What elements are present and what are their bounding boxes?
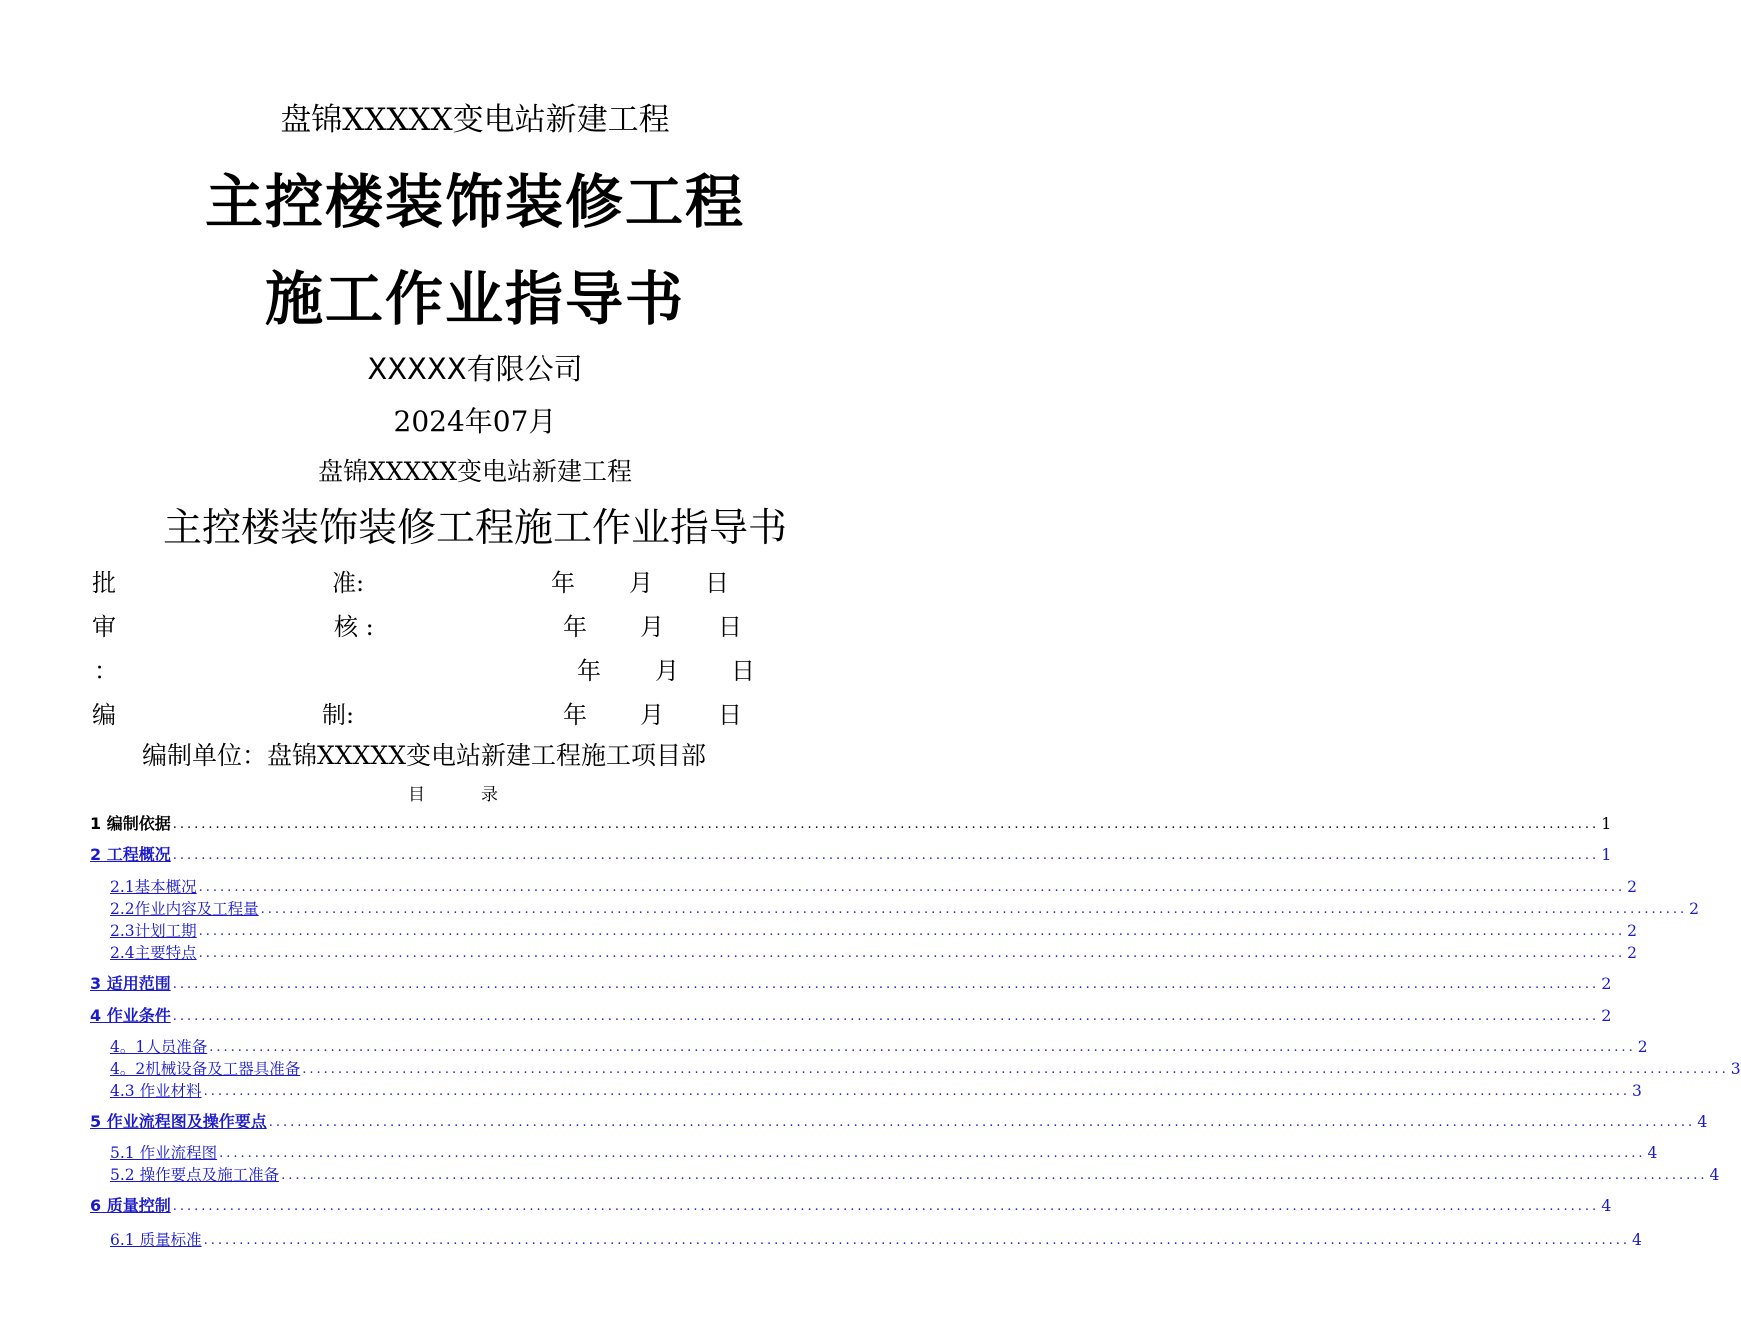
sig-compile-month: 月: [640, 701, 664, 729]
toc-entry[interactable]: [110, 1057, 1741, 1079]
toc-entry[interactable]: [110, 897, 1699, 919]
toc-entry[interactable]: [110, 1228, 1642, 1250]
header-project-name: 盘锦XXXXX变电站新建工程: [318, 457, 632, 486]
toc-entry-title: 2.3计划工期: [110, 922, 197, 940]
toc-entry-title: 3 适用范围: [90, 974, 171, 993]
sig-approve-day: 日: [705, 569, 729, 597]
toc-entry-page: 1: [1601, 845, 1612, 864]
toc-dot-leader: ........................................................................................................................................................................................................: [281, 1168, 1708, 1183]
toc-entry[interactable]: [90, 843, 1612, 865]
toc-dot-leader: ........................................................................................................................................................................................................: [198, 924, 1626, 939]
toc-entry-title: 2.2作业内容及工程量: [110, 900, 259, 918]
toc-entry-title: 1 编制依据: [90, 814, 171, 833]
toc-entry-page: 3: [1730, 1060, 1741, 1078]
toc-entry-page: 2: [1637, 1038, 1648, 1056]
toc-entry-page: 2: [1627, 944, 1637, 962]
toc-entry-page: 2: [1627, 922, 1637, 940]
toc-entry-page: 4: [1647, 1144, 1658, 1162]
toc-dot-leader: ........................................................................................................................................................................................................: [172, 1199, 1600, 1214]
sig-compile-label-a: 编: [92, 701, 116, 729]
toc-heading: [0, 780, 906, 805]
toc-entry[interactable]: [90, 1110, 1708, 1132]
sig-compile-day: 日: [718, 701, 742, 729]
toc-entry-page: 2: [1601, 1006, 1612, 1025]
sig-approve-month: 月: [629, 569, 653, 597]
toc-dot-leader: ........................................................................................................................................................................................................: [209, 1040, 1636, 1055]
sig-blank-month: 月: [655, 657, 679, 685]
toc-entry-title: 4 作业条件: [90, 1006, 171, 1025]
toc-entry: [90, 812, 1612, 834]
toc-entry-title: 2 工程概况: [90, 845, 171, 864]
cover-title-line-1: 主控楼装饰装修工程: [204, 168, 745, 236]
cover-date: 2024年07月: [393, 405, 557, 438]
sig-blank-day: 日: [731, 657, 755, 685]
toc-entry-title: 5 作业流程图及操作要点: [90, 1112, 267, 1131]
toc-dot-leader: ........................................................................................................................................................................................................: [302, 1062, 1729, 1077]
sig-review-year: 年: [563, 613, 587, 641]
toc-dot-leader: ........................................................................................................................................................................................................: [219, 1146, 1646, 1161]
toc-entry-title: 4。2机械设备及工器具准备: [110, 1060, 301, 1078]
toc-entry-page: 2: [1689, 900, 1699, 918]
sig-compile-year: 年: [563, 701, 587, 729]
toc-heading-char-2: 录: [481, 785, 498, 805]
toc-entry[interactable]: [110, 1035, 1648, 1057]
toc-entry[interactable]: [110, 1163, 1720, 1185]
toc-entry-title: 4.3 作业材料: [110, 1082, 202, 1100]
toc-entry[interactable]: [90, 972, 1612, 994]
toc-dot-leader: ........................................................................................................................................................................................................: [172, 1009, 1600, 1024]
toc-dot-leader: ........................................................................................................................................................................................................: [268, 1115, 1696, 1130]
toc-entry-page: 4: [1709, 1166, 1720, 1184]
toc-entry-page: 1: [1601, 814, 1612, 833]
toc-entry[interactable]: [90, 1194, 1612, 1216]
toc-dot-leader: ........................................................................................................................................................................................................: [198, 880, 1626, 895]
toc-entry[interactable]: [110, 1141, 1658, 1163]
toc-entry-title: 6.1 质量标准: [110, 1231, 202, 1249]
sig-approve-label-a: 批: [92, 569, 116, 597]
toc-dot-leader: ........................................................................................................................................................................................................: [203, 1233, 1631, 1248]
toc-heading-char-1: 目: [408, 785, 425, 805]
toc-entry[interactable]: [90, 1004, 1612, 1026]
cover-company: XXXXX有限公司: [367, 352, 583, 386]
toc-entry-title: 5.2 操作要点及施工准备: [110, 1166, 280, 1184]
toc-entry-page: 2: [1601, 974, 1612, 993]
toc-entry-page: 3: [1632, 1082, 1642, 1100]
toc-entry[interactable]: [110, 941, 1637, 963]
toc-entry-title: 6 质量控制: [90, 1196, 171, 1215]
toc-entry[interactable]: [110, 1079, 1642, 1101]
toc-entry[interactable]: [110, 875, 1637, 897]
toc-entry-page: 2: [1627, 878, 1637, 896]
toc-dot-leader: ........................................................................................................................................................................................................: [198, 946, 1626, 961]
toc-entry-title: 2.1基本概况: [110, 878, 197, 896]
toc-dot-leader: ........................................................................................................................................................................................................: [172, 848, 1600, 863]
sig-review-label-a: 审: [92, 613, 116, 641]
toc-dot-leader: ........................................................................................................................................................................................................: [172, 977, 1600, 992]
sig-compile-label-b: 制:: [322, 701, 355, 729]
toc-entry-page: 4: [1697, 1112, 1708, 1131]
cover-title-line-2: 施工作业指导书: [264, 265, 685, 333]
toc-dot-leader: ........................................................................................................................................................................................................: [260, 902, 1688, 917]
toc-entry-page: 4: [1601, 1196, 1612, 1215]
toc-entry-title: 5.1 作业流程图: [110, 1144, 218, 1162]
toc-entry-title: 4。1人员准备: [110, 1038, 208, 1056]
sig-blank-label-b: ：: [94, 657, 118, 685]
sig-approve-label-b: 准:: [332, 569, 365, 597]
toc-entry-title: 2.4主要特点: [110, 944, 197, 962]
sig-blank-year: 年: [577, 657, 601, 685]
header-title: 主控楼装饰装修工程施工作业指导书: [162, 506, 787, 551]
toc-entry-page: 4: [1632, 1231, 1642, 1249]
toc-dot-leader: ........................................................................................................................................................................................................: [203, 1084, 1631, 1099]
sig-approve-year: 年: [551, 569, 575, 597]
cover-project-name: 盘锦XXXXX变电站新建工程: [280, 102, 670, 138]
toc-entry[interactable]: [110, 919, 1637, 941]
sig-review-label-b: 核 :: [334, 613, 374, 641]
sig-review-day: 日: [718, 613, 742, 641]
sig-review-month: 月: [640, 613, 664, 641]
toc-dot-leader: ........................................................................................................................................................................................................: [172, 817, 1600, 832]
compiling-unit: 编制单位：盘锦XXXXX变电站新建工程施工项目部: [142, 741, 706, 770]
